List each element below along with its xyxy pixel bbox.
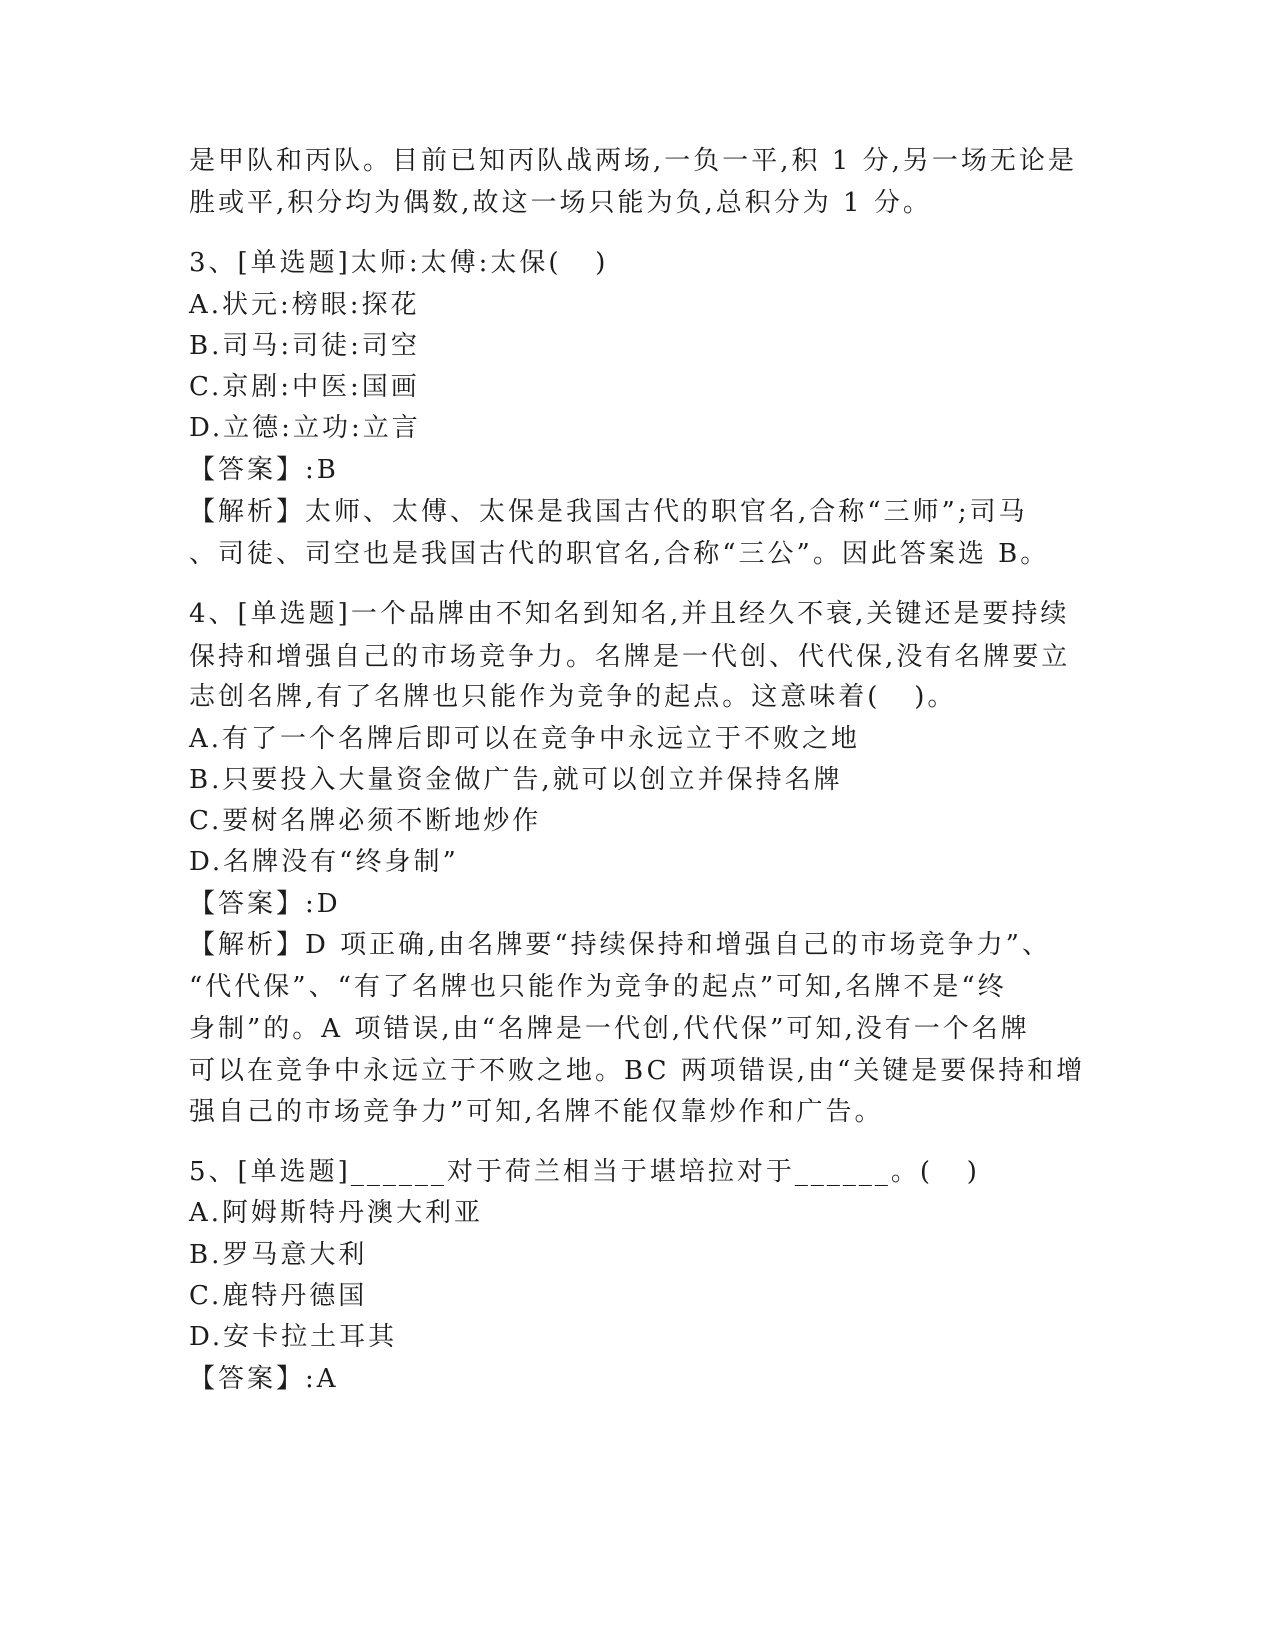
q3-answer: 【答案】:B bbox=[189, 455, 339, 485]
q4-stem-line-3: 志创名牌,有了名牌也只能作为竞争的起点。这意味着( )。 bbox=[189, 682, 957, 712]
q4-stem-line-1: 4、[单选题]一个品牌由不知名到知名,并且经久不衰,关键还是要持续 bbox=[189, 599, 1070, 629]
q4-option-c: C.要树名牌必须不断地炒作 bbox=[189, 806, 542, 836]
q3-option-c: C.京剧:中医:国画 bbox=[189, 372, 420, 402]
q3-stem: 3、[单选题]太师:太傅:太保( ) bbox=[189, 248, 609, 278]
q5-answer: 【答案】:A bbox=[189, 1364, 339, 1394]
q5-option-a: A.阿姆斯特丹澳大利亚 bbox=[189, 1198, 484, 1228]
q3-option-b: B.司马:司徒:司空 bbox=[189, 331, 420, 361]
q4-option-b: B.只要投入大量资金做广告,就可以创立并保持名牌 bbox=[189, 765, 843, 795]
q3-option-d: D.立德:立功:立言 bbox=[189, 413, 421, 443]
q4-explanation-line-2: “代代保”、“有了名牌也只能作为竞争的起点”可知,名牌不是“终 bbox=[189, 972, 1007, 1002]
q5-option-d: D.安卡拉土耳其 bbox=[189, 1322, 398, 1352]
q4-answer: 【答案】:D bbox=[189, 889, 341, 919]
q5-option-c: C.鹿特丹德国 bbox=[189, 1281, 368, 1311]
q5-stem: 5、[单选题]______对于荷兰相当于堪培拉对于______。( ) bbox=[189, 1157, 980, 1187]
q5-option-b: B.罗马意大利 bbox=[189, 1240, 368, 1270]
q3-option-a: A.状元:榜眼:探花 bbox=[189, 290, 420, 320]
q4-explanation-line-3: 身制”的。A 项错误,由“名牌是一代创,代代保”可知,没有一个名牌 bbox=[189, 1014, 1030, 1044]
q4-stem-line-2: 保持和增强自己的市场竞争力。名牌是一代创、代代保,没有名牌要立 bbox=[189, 642, 1071, 672]
q3-explanation-line-2: 、司徒、司空也是我国古代的职官名,合称“三公”。因此答案选 B。 bbox=[189, 539, 1050, 569]
q4-explanation-line-4: 可以在竞争中永远立于不败之地。BC 两项错误,由“关键是要保持和增 bbox=[189, 1056, 1086, 1086]
q4-option-d: D.名牌没有“终身制” bbox=[189, 847, 459, 877]
q4-explanation-line-5: 强自己的市场竞争力”可知,名牌不能仅靠炒作和广告。 bbox=[189, 1097, 884, 1127]
q4-explanation-line-1: 【解析】D 项正确,由名牌要“持续保持和增强自己的市场竞争力”、 bbox=[189, 930, 1051, 960]
q3-explanation-line-1: 【解析】太师、太傅、太保是我国古代的职官名,合称“三师”;司马 bbox=[189, 497, 1028, 527]
prev-explanation-line-2: 胜或平,积分均为偶数,故这一场只能为负,总积分为 1 分。 bbox=[189, 188, 932, 218]
prev-explanation-line-1: 是甲队和丙队。目前已知丙队战两场,一负一平,积 1 分,另一场无论是 bbox=[189, 146, 1077, 176]
q4-option-a: A.有了一个名牌后即可以在竞争中永远立于不败之地 bbox=[189, 724, 861, 754]
